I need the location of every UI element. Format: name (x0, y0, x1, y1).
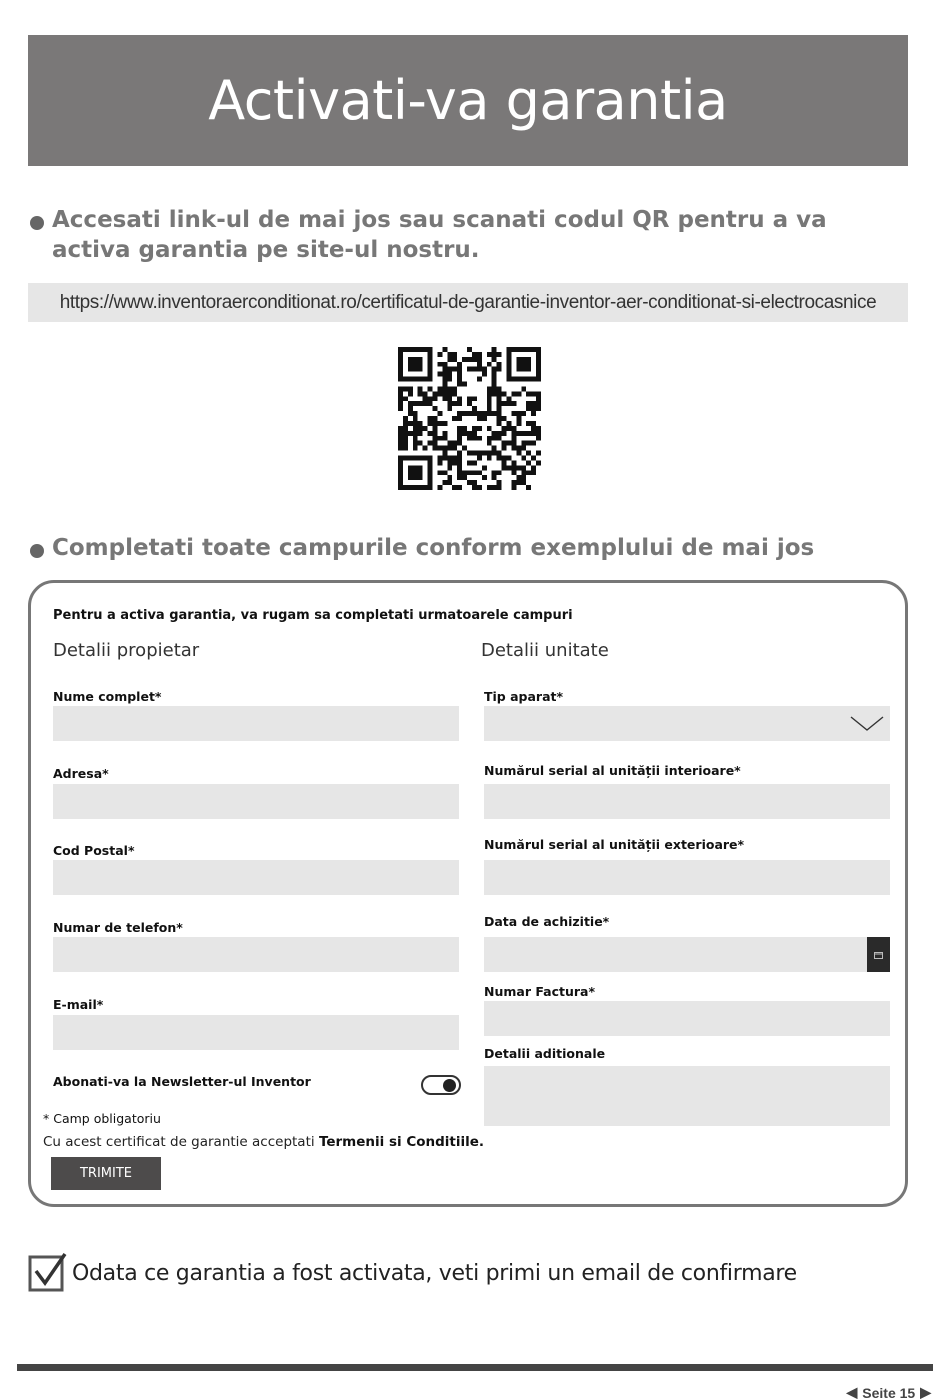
confirmation-note (28, 1252, 797, 1292)
extra-details-label: Detalii aditionale (484, 1046, 606, 1061)
step-complete-fields (30, 533, 850, 563)
newsletter-label: Abonati-va la Newsletter-ul Inventor (53, 1074, 311, 1089)
indoor-serial-label: Numărul serial al unității interioare* (484, 763, 741, 778)
toggle-knob (443, 1079, 456, 1092)
terms-prefix: Cu acest certificat de garantie acceptati (43, 1134, 315, 1150)
purchase-date-label: Data de achizitie* (484, 914, 610, 929)
address-input[interactable] (53, 784, 459, 819)
required-note (43, 1111, 161, 1126)
invoice-label: Numar Factura* (484, 984, 595, 999)
page-title: Activati-va garantia (208, 69, 728, 132)
device-type-label: Tip aparat* (484, 689, 564, 704)
arrow-left-icon[interactable]: ◀ (846, 1384, 858, 1399)
page-indicator (847, 1384, 932, 1399)
unit-details-title: Detalii unitate (481, 640, 609, 661)
required-note-text: Camp obligatoriu (53, 1111, 161, 1126)
submit-button[interactable]: TRIMITE (51, 1157, 161, 1190)
newsletter-toggle[interactable] (421, 1075, 461, 1095)
indoor-serial-input[interactable] (484, 784, 890, 819)
qr-code-icon (398, 347, 541, 490)
bullet-icon (30, 544, 44, 558)
terms-link[interactable]: Termenii si Conditiile. (318, 1134, 485, 1150)
postal-code-label: Cod Postal* (53, 843, 135, 858)
chevron-down-icon (850, 716, 884, 732)
purchase-date-input[interactable] (484, 937, 890, 972)
warranty-link[interactable]: https://www.inventoraerconditionat.ro/certificatul-de-garantie-inventor-aer-conditionat-si-electrocasnice (59, 291, 877, 313)
phone-label: Numar de telefon* (53, 920, 183, 935)
bullet-icon (30, 216, 44, 230)
email-label: E-mail* (53, 997, 104, 1012)
step-access-link (30, 205, 850, 265)
outdoor-serial-input[interactable] (484, 860, 890, 895)
extra-details-textarea[interactable] (484, 1066, 890, 1126)
email-input[interactable] (53, 1015, 459, 1050)
device-type-select[interactable] (484, 706, 890, 741)
full-name-input[interactable] (53, 706, 459, 741)
address-label: Adresa* (53, 766, 109, 781)
step-complete-fields-text: Completati toate campurile conform exemplului de mai jos (52, 535, 815, 561)
owner-details-title: Detalii propietar (53, 640, 200, 661)
phone-input[interactable] (53, 937, 459, 972)
postal-code-input[interactable] (53, 860, 459, 895)
warranty-form-example (28, 580, 908, 1207)
required-mark: * (43, 1111, 50, 1126)
outdoor-serial-label: Numărul serial al unității exterioare* (484, 837, 745, 852)
arrow-right-icon[interactable]: ▶ (920, 1384, 931, 1399)
confirmation-text: Odata ce garantia a fost activata, veti primi un email de confirmare (72, 1261, 797, 1286)
warranty-link-bar[interactable] (28, 283, 908, 322)
calendar-icon (874, 951, 883, 959)
page-number: Seite 15 (862, 1384, 916, 1399)
page-banner (28, 35, 908, 166)
form-intro: Pentru a activa garantia, va rugam sa completati urmatoarele campuri (53, 608, 573, 623)
step-access-link-text: Accesati link-ul de mai jos sau scanati codul QR pentru a va activa garantia pe site-ul nostru. (52, 207, 827, 263)
checkbox-checked-icon (28, 1252, 68, 1292)
invoice-input[interactable] (484, 1001, 890, 1036)
full-name-label: Nume complet* (53, 689, 162, 704)
calendar-button[interactable] (867, 937, 890, 972)
footer-divider (17, 1364, 933, 1371)
terms-text (43, 1134, 484, 1150)
